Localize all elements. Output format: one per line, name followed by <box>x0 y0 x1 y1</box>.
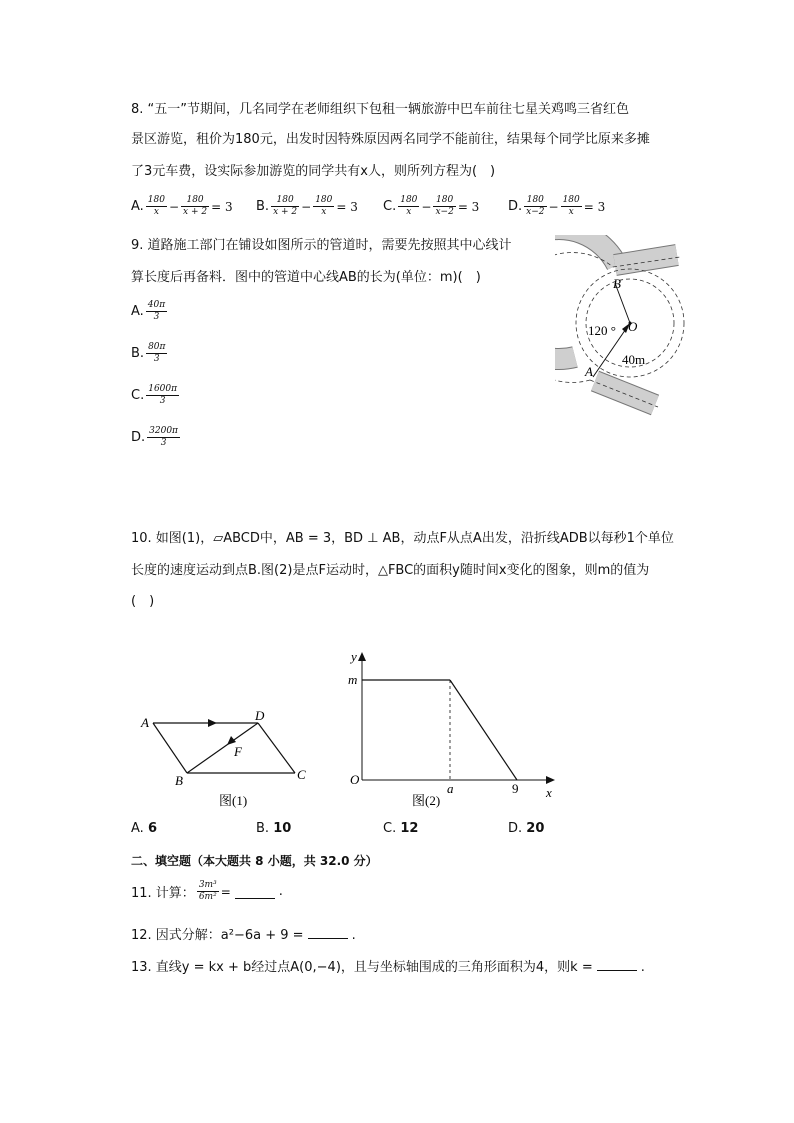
label-a: a <box>447 781 454 796</box>
q8-line2: 景区游览，租价为180元，出发时因特殊原因两名同学不能前往，结果每个同学比原来多摊 <box>131 132 650 147</box>
q10-option-c: C. 12 <box>383 821 419 836</box>
label-a: A <box>585 364 593 379</box>
q8-line3: 了3元车费，设实际参加游览的同学共有x人，则所列方程为( ) <box>131 164 496 179</box>
label-o: O <box>628 319 638 334</box>
answer-blank-13 <box>597 956 637 971</box>
label-y: y <box>351 649 357 664</box>
answer-blank-11 <box>235 884 275 899</box>
q9-line1: 9. 道路施工部门在铺设如图所示的管道时，需要先按照其中心线计 <box>131 238 512 253</box>
diagonal-bd <box>187 723 258 773</box>
label-b: B <box>613 276 621 291</box>
side-ba <box>153 723 187 773</box>
label-d: D <box>255 708 265 723</box>
label-b: B <box>175 773 183 788</box>
answer-blank-12 <box>308 924 348 939</box>
q9-pipe-figure <box>555 235 695 430</box>
q10-option-d: D. 20 <box>508 821 545 836</box>
q10-line3: ( ) <box>131 594 155 609</box>
pipe-bottom-fill <box>595 381 655 405</box>
q9-option-d: D. $\frac{3200\pi}{3}$ <box>131 426 178 448</box>
label-x: x <box>546 785 552 800</box>
q9-option-a: A. $\frac{40\pi}{3}$ <box>131 300 166 322</box>
q10-line1: 10. 如图(1)，▱ABCD中，AB = 3，BD ⊥ AB，动点F从点A出发，沿折线ADB以每秒1个单位 <box>131 531 674 546</box>
side-dc <box>258 723 295 773</box>
label-c: C <box>297 767 306 782</box>
caption-fig1: 图(1) <box>219 793 248 808</box>
caption-fig2: 图(2) <box>412 793 441 808</box>
q12: 12. 因式分解：a²−6a + 9 = . <box>131 924 356 946</box>
q10-option-b: B. 10 <box>256 821 292 836</box>
pipe-arc-fill <box>555 235 617 359</box>
q10-option-a: A. 6 <box>131 821 157 836</box>
q9-option-c: C. $\frac{1600\pi}{3}$ <box>131 384 178 406</box>
q11: 11. 计算： $\frac{\text{3m³}}{\text{6m²}}$ = . <box>131 880 283 902</box>
label-angle: 120 ° <box>588 323 616 338</box>
q8-option-c: C. $\frac{180}{x}$ − $\frac{180}{x-2}$ = 3 <box>383 195 480 217</box>
label-m: m <box>348 672 358 687</box>
q8-option-b: B. $\frac{180}{x + 2}$ − $\frac{180}{x}$ = 3 <box>256 195 358 217</box>
arrow-ad <box>208 719 217 727</box>
label-o: O <box>350 772 360 787</box>
q9-option-b: B. $\frac{80\pi}{3}$ <box>131 342 166 364</box>
pipe-top-fill <box>615 255 677 265</box>
q10-figure-2 <box>342 645 567 810</box>
x-axis-arrow <box>546 776 555 784</box>
label-f: F <box>234 744 242 759</box>
q8-line1: 8. “五一”节期间，几名同学在老师组织下包租一辆旅游中巴车前往七星关鸡鸣三省红色 <box>131 102 630 117</box>
q8-option-d: D. $\frac{180}{x-2}$ − $\frac{180}{x}$ = 3 <box>508 195 606 217</box>
q10-line2: 长度的速度运动到点B.图(2)是点F运动时，△FBC的面积y随时间x变化的图象，则m的值为 <box>131 563 650 578</box>
q13: 13. 直线y = kx + b经过点A(0,−4)，且与坐标轴围成的三角形面积为4，则k = . <box>131 956 645 978</box>
q9-line2: 算长度后再备料．图中的管道中心线AB的长为(单位：m)( ) <box>131 270 481 285</box>
label-9: 9 <box>512 781 519 796</box>
y-axis-arrow <box>358 652 366 661</box>
q10-figure-1 <box>135 705 315 810</box>
label-a: A <box>141 715 149 730</box>
graph-descending-segment <box>450 680 517 780</box>
q8-option-a: A. $\frac{180}{x}$ − $\frac{180}{x + 2}$ = 3 <box>131 195 233 217</box>
label-radius: 40m <box>622 352 646 367</box>
section-2-title: 二、填空题（本大题共 8 小题，共 32.0 分） <box>131 854 378 868</box>
